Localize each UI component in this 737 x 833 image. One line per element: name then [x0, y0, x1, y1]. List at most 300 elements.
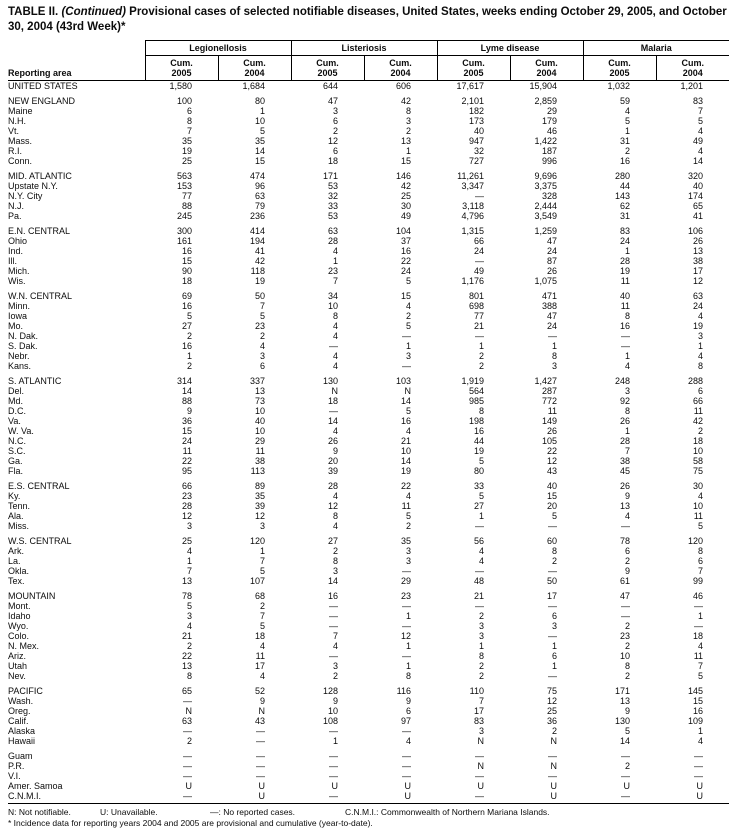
- value-cell: 14: [693, 155, 704, 166]
- value-cell: 3: [260, 520, 266, 531]
- reporting-area-cell: N. Mex.: [8, 640, 40, 651]
- territory-row: [8, 771, 729, 781]
- value-cell: 4: [260, 340, 266, 351]
- value-cell: U: [258, 780, 266, 791]
- value-cell: 49: [474, 265, 485, 276]
- value-cell: 9: [625, 705, 631, 716]
- value-cell: 18: [693, 630, 704, 641]
- state-row: [8, 696, 729, 706]
- reporting-area-cell: V.I.: [8, 770, 21, 781]
- value-cell: 9: [186, 405, 192, 416]
- value-cell: 11: [693, 405, 704, 416]
- value-cell: 174: [688, 190, 704, 201]
- value-cell: 194: [249, 235, 266, 246]
- value-cell: 44: [474, 435, 485, 446]
- value-cell: 4: [333, 330, 339, 341]
- value-cell: U: [550, 780, 558, 791]
- legend-no-reported-cases: —: No reported cases.: [210, 806, 296, 817]
- value-cell: —: [548, 750, 558, 761]
- value-cell: 68: [255, 590, 266, 601]
- reporting-area-cell: Kans.: [8, 360, 32, 371]
- value-cell: 3: [552, 360, 558, 371]
- value-cell: 11,261: [457, 170, 485, 181]
- value-cell: —: [329, 770, 339, 781]
- value-cell: 2: [625, 760, 631, 771]
- value-cell: 18: [328, 155, 339, 166]
- value-cell: 2,101: [461, 95, 485, 106]
- footnotes: [8, 807, 729, 833]
- value-cell: 63: [181, 715, 192, 726]
- value-cell: —: [475, 600, 485, 611]
- value-cell: 13: [401, 135, 412, 146]
- value-cell: 6: [698, 385, 704, 396]
- value-cell: 1: [479, 640, 485, 651]
- reporting-area-cell: W.S. CENTRAL: [8, 535, 72, 546]
- value-cell: 5: [698, 520, 704, 531]
- value-cell: 77: [181, 190, 192, 201]
- region-row: [8, 476, 729, 491]
- state-row: [8, 201, 729, 211]
- value-cell: 11: [620, 300, 631, 311]
- state-row: [8, 511, 729, 521]
- value-cell: 5: [260, 310, 266, 321]
- value-cell: 7: [698, 105, 704, 116]
- value-cell: 5: [625, 115, 631, 126]
- value-cell: 198: [468, 415, 485, 426]
- reporting-area-cell: Ohio: [8, 235, 28, 246]
- state-row: [8, 671, 729, 681]
- value-cell: —: [402, 360, 412, 371]
- value-cell: —: [475, 565, 485, 576]
- value-cell: 2: [625, 555, 631, 566]
- value-cell: —: [183, 760, 192, 771]
- value-cell: 13: [693, 245, 704, 256]
- value-cell: 1,259: [534, 225, 558, 236]
- state-row: [8, 321, 729, 331]
- value-cell: 8: [186, 115, 192, 126]
- value-cell: —: [548, 770, 558, 781]
- value-cell: 63: [255, 190, 266, 201]
- value-cell: 3: [479, 630, 485, 641]
- value-cell: 19: [401, 465, 412, 476]
- value-cell: 15: [255, 155, 266, 166]
- value-cell: 19: [474, 445, 485, 456]
- value-cell: —: [402, 620, 412, 631]
- value-cell: N: [477, 760, 485, 771]
- value-cell: 3: [333, 105, 339, 116]
- reporting-area-cell: Alaska: [8, 725, 36, 736]
- state-row: [8, 211, 729, 221]
- value-cell: 14: [255, 145, 266, 156]
- value-cell: 49: [401, 210, 412, 221]
- state-row: [8, 396, 729, 406]
- value-cell: 179: [542, 115, 558, 126]
- value-cell: 47: [547, 235, 558, 246]
- value-cell: 143: [615, 190, 631, 201]
- value-cell: 25: [401, 190, 412, 201]
- value-cell: 3: [552, 620, 558, 631]
- value-cell: 26: [547, 265, 558, 276]
- value-cell: 7: [260, 300, 266, 311]
- value-cell: 5: [698, 670, 704, 681]
- value-cell: 107: [249, 575, 266, 586]
- reporting-area-cell: Mass.: [8, 135, 33, 146]
- value-cell: 4: [406, 300, 412, 311]
- value-cell: 1: [406, 640, 412, 651]
- value-cell: 96: [255, 180, 266, 191]
- value-cell: 109: [688, 715, 704, 726]
- value-cell: 10: [255, 405, 266, 416]
- value-cell: —: [183, 750, 192, 761]
- value-cell: 16: [620, 155, 631, 166]
- value-cell: 66: [474, 235, 485, 246]
- reporting-area-cell: W.N. CENTRAL: [8, 290, 73, 301]
- value-cell: 772: [542, 395, 558, 406]
- value-cell: 15: [401, 290, 412, 301]
- value-cell: 59: [620, 95, 631, 106]
- reporting-area-cell: Ark.: [8, 545, 25, 556]
- value-cell: 801: [468, 290, 485, 301]
- value-cell: 12: [693, 275, 704, 286]
- value-cell: 79: [255, 200, 266, 211]
- reporting-area-cell: La.: [8, 555, 21, 566]
- value-cell: 27: [474, 500, 485, 511]
- value-cell: 3: [479, 725, 485, 736]
- state-row: [8, 631, 729, 641]
- value-cell: 17,617: [456, 80, 485, 91]
- value-cell: 31: [620, 135, 631, 146]
- value-cell: 7: [260, 555, 266, 566]
- value-cell: 13: [620, 500, 631, 511]
- value-cell: 6: [406, 705, 412, 716]
- state-row: [8, 266, 729, 276]
- value-cell: 2,859: [534, 95, 558, 106]
- value-cell: 280: [615, 170, 631, 181]
- value-cell: 21: [401, 435, 412, 446]
- state-row: [8, 136, 729, 146]
- value-cell: 4: [698, 125, 704, 136]
- value-cell: 69: [181, 290, 192, 301]
- value-cell: 7: [479, 695, 485, 706]
- state-row: [8, 116, 729, 126]
- value-cell: 2: [625, 620, 631, 631]
- value-cell: 16: [181, 300, 192, 311]
- value-cell: 182: [468, 105, 485, 116]
- subheader-cum-2004: Cum. 2004: [510, 55, 583, 80]
- value-cell: 7: [625, 445, 631, 456]
- value-cell: 53: [328, 180, 339, 191]
- value-cell: 5: [698, 115, 704, 126]
- column-group-malaria: Malaria: [583, 40, 729, 55]
- value-cell: —: [329, 340, 339, 351]
- value-cell: 3,118: [462, 200, 485, 211]
- value-cell: 9: [333, 695, 339, 706]
- value-cell: 14: [401, 455, 412, 466]
- value-cell: 26: [328, 435, 339, 446]
- value-cell: 42: [255, 255, 266, 266]
- value-cell: 8: [698, 360, 704, 371]
- reporting-area-cell: Colo.: [8, 630, 30, 641]
- reporting-area-cell: Mont.: [8, 600, 31, 611]
- value-cell: 7: [186, 565, 192, 576]
- value-cell: 17: [255, 660, 266, 671]
- value-cell: 38: [620, 455, 631, 466]
- value-cell: 26: [620, 480, 631, 491]
- value-cell: 22: [181, 650, 192, 661]
- value-cell: N: [477, 735, 485, 746]
- region-row: [8, 371, 729, 386]
- reporting-area-cell: S. ATLANTIC: [8, 375, 62, 386]
- value-cell: 14: [401, 395, 412, 406]
- value-cell: 26: [620, 415, 631, 426]
- reporting-area-cell: PACIFIC: [8, 685, 43, 696]
- value-cell: 47: [620, 590, 631, 601]
- region-row: [8, 681, 729, 696]
- region-row: [8, 166, 729, 181]
- value-cell: 1: [406, 145, 412, 156]
- reporting-area-cell: Miss.: [8, 520, 29, 531]
- value-cell: 29: [255, 435, 266, 446]
- value-cell: 83: [620, 225, 631, 236]
- value-cell: —: [475, 750, 485, 761]
- value-cell: 4: [479, 555, 485, 566]
- reporting-area-cell: Del.: [8, 385, 25, 396]
- state-row: [8, 601, 729, 611]
- notifiable-diseases-table: [8, 40, 729, 804]
- value-cell: 28: [181, 500, 192, 511]
- reporting-area-cell: UNITED STATES: [8, 80, 78, 91]
- value-cell: 16: [181, 340, 192, 351]
- value-cell: 7: [333, 275, 339, 286]
- value-cell: 24: [547, 320, 558, 331]
- reporting-area-cell: N.H.: [8, 115, 26, 126]
- value-cell: 6: [186, 105, 192, 116]
- value-cell: 4: [260, 670, 266, 681]
- value-cell: 21: [474, 320, 485, 331]
- reporting-area-cell: MID. ATLANTIC: [8, 170, 72, 181]
- value-cell: 15: [181, 255, 192, 266]
- value-cell: 22: [547, 445, 558, 456]
- value-cell: 8: [698, 545, 704, 556]
- reporting-area-cell: Md.: [8, 395, 24, 406]
- value-cell: 78: [620, 535, 631, 546]
- value-cell: 48: [474, 575, 485, 586]
- value-cell: 130: [615, 715, 631, 726]
- value-cell: 33: [474, 480, 485, 491]
- value-cell: 21: [181, 630, 192, 641]
- value-cell: 3: [406, 555, 412, 566]
- reporting-area-header: Reporting area: [8, 40, 145, 80]
- value-cell: 63: [693, 290, 704, 301]
- value-cell: 4: [333, 640, 339, 651]
- value-cell: 1: [186, 555, 192, 566]
- value-cell: —: [402, 750, 412, 761]
- value-cell: 3: [479, 620, 485, 631]
- value-cell: 13: [255, 385, 266, 396]
- state-row: [8, 191, 729, 201]
- value-cell: 11: [182, 445, 192, 456]
- value-cell: 20: [547, 500, 558, 511]
- value-cell: 320: [688, 170, 704, 181]
- value-cell: —: [475, 770, 485, 781]
- value-cell: 17: [474, 705, 485, 716]
- value-cell: 89: [255, 480, 266, 491]
- value-cell: 6: [552, 650, 558, 661]
- value-cell: 22: [401, 480, 412, 491]
- value-cell: U: [477, 780, 485, 791]
- value-cell: 4: [333, 320, 339, 331]
- reporting-area-cell: Idaho: [8, 610, 31, 621]
- value-cell: 40: [255, 415, 266, 426]
- reporting-area-cell: Ga.: [8, 455, 23, 466]
- value-cell: 128: [322, 685, 339, 696]
- value-cell: 2: [333, 125, 339, 136]
- value-cell: —: [694, 770, 704, 781]
- value-cell: U: [696, 780, 704, 791]
- value-cell: 5: [260, 620, 266, 631]
- reporting-area-cell: Iowa: [8, 310, 28, 321]
- value-cell: 42: [401, 95, 412, 106]
- value-cell: 44: [620, 180, 631, 191]
- value-cell: 1: [625, 245, 631, 256]
- value-cell: —: [402, 650, 412, 661]
- value-cell: 4,796: [461, 210, 485, 221]
- value-cell: 56: [474, 535, 485, 546]
- reporting-area-cell: Hawaii: [8, 735, 36, 746]
- state-row: [8, 736, 729, 746]
- value-cell: 27: [181, 320, 192, 331]
- value-cell: 1,422: [534, 135, 558, 146]
- value-cell: 2: [625, 145, 631, 156]
- value-cell: 171: [615, 685, 631, 696]
- reporting-area-cell: N.C.: [8, 435, 26, 446]
- value-cell: 3: [333, 660, 339, 671]
- value-cell: 12: [328, 500, 339, 511]
- value-cell: 1: [406, 610, 412, 621]
- value-cell: 87: [547, 255, 558, 266]
- value-cell: 236: [249, 210, 266, 221]
- value-cell: —: [183, 770, 192, 781]
- reporting-area-cell: D.C.: [8, 405, 26, 416]
- value-cell: 8: [552, 350, 558, 361]
- value-cell: 116: [396, 685, 412, 696]
- value-cell: —: [621, 600, 631, 611]
- value-cell: —: [402, 770, 412, 781]
- value-cell: 75: [693, 465, 704, 476]
- value-cell: —: [256, 760, 266, 771]
- value-cell: —: [329, 600, 339, 611]
- value-cell: 12: [328, 135, 339, 146]
- value-cell: 80: [255, 95, 266, 106]
- reporting-area-cell: Upstate N.Y.: [8, 180, 58, 191]
- state-row: [8, 106, 729, 116]
- value-cell: 65: [181, 685, 192, 696]
- value-cell: —: [548, 630, 558, 641]
- reporting-area-cell: Ind.: [8, 245, 24, 256]
- state-row: [8, 501, 729, 511]
- value-cell: 3: [406, 115, 412, 126]
- reporting-area-cell: C.N.M.I.: [8, 791, 145, 804]
- reporting-area-cell: Pa.: [8, 210, 22, 221]
- region-row: [8, 221, 729, 236]
- value-cell: —: [548, 600, 558, 611]
- value-cell: 9: [333, 445, 339, 456]
- reporting-area-cell: NEW ENGLAND: [8, 95, 76, 106]
- value-cell: 4: [186, 620, 192, 631]
- value-cell: 61: [620, 575, 631, 586]
- column-group-legionellosis: Legionellosis: [145, 40, 291, 55]
- state-row: [8, 706, 729, 716]
- value-cell: 337: [249, 375, 266, 386]
- column-group-lyme-disease: Lyme disease: [437, 40, 583, 55]
- value-cell: 22: [181, 455, 192, 466]
- reporting-area-cell: N.J.: [8, 200, 25, 211]
- subheader-cum-2005: Cum. 2005: [291, 55, 364, 80]
- value-cell: 6: [333, 115, 339, 126]
- value-cell: 4: [333, 490, 339, 501]
- value-cell: 5: [552, 510, 558, 521]
- value-cell: 108: [322, 715, 339, 726]
- subheader-cum-2005: Cum. 2005: [583, 55, 656, 80]
- subheader-cum-2004: Cum. 2004: [656, 55, 729, 80]
- value-cell: 43: [255, 715, 266, 726]
- value-cell: 5: [479, 490, 485, 501]
- value-cell: 6: [260, 360, 266, 371]
- value-cell: 26: [693, 235, 704, 246]
- state-row: [8, 331, 729, 341]
- value-cell: 63: [328, 225, 339, 236]
- value-cell: 37: [401, 235, 412, 246]
- value-cell: 7: [333, 630, 339, 641]
- state-row: [8, 181, 729, 191]
- value-cell: 40: [693, 180, 704, 191]
- subheader-cum-2004: Cum. 2004: [218, 55, 291, 80]
- state-row: [8, 156, 729, 166]
- value-cell: 13: [181, 660, 192, 671]
- value-cell: 90: [181, 265, 192, 276]
- value-cell: 28: [620, 255, 631, 266]
- value-cell: 24: [693, 300, 704, 311]
- value-cell: 38: [693, 255, 704, 266]
- value-cell: 9: [260, 695, 266, 706]
- reporting-area-cell: Wis.: [8, 275, 26, 286]
- value-cell: 18: [328, 395, 339, 406]
- value-cell: 11: [255, 650, 266, 661]
- value-cell: 2: [479, 350, 485, 361]
- value-cell: N: [404, 385, 412, 396]
- value-cell: 2: [260, 330, 266, 341]
- value-cell: 1: [625, 425, 631, 436]
- value-cell: 10: [693, 500, 704, 511]
- value-cell: 105: [542, 435, 558, 446]
- value-cell: 25: [181, 535, 192, 546]
- table-body: [8, 80, 729, 803]
- value-cell: 10: [255, 425, 266, 436]
- value-cell: U: [404, 780, 412, 791]
- value-cell: 1,580: [169, 80, 192, 91]
- value-cell: —: [621, 610, 631, 621]
- value-cell: 18: [255, 630, 266, 641]
- value-cell: 24: [181, 435, 192, 446]
- value-cell: 5: [186, 310, 192, 321]
- value-cell: 1: [552, 640, 558, 651]
- value-cell: 1: [479, 340, 485, 351]
- value-cell: 5: [406, 510, 412, 521]
- value-cell: 7: [698, 660, 704, 671]
- value-cell: —: [694, 760, 704, 771]
- value-cell: 1: [698, 610, 704, 621]
- state-row: [8, 621, 729, 631]
